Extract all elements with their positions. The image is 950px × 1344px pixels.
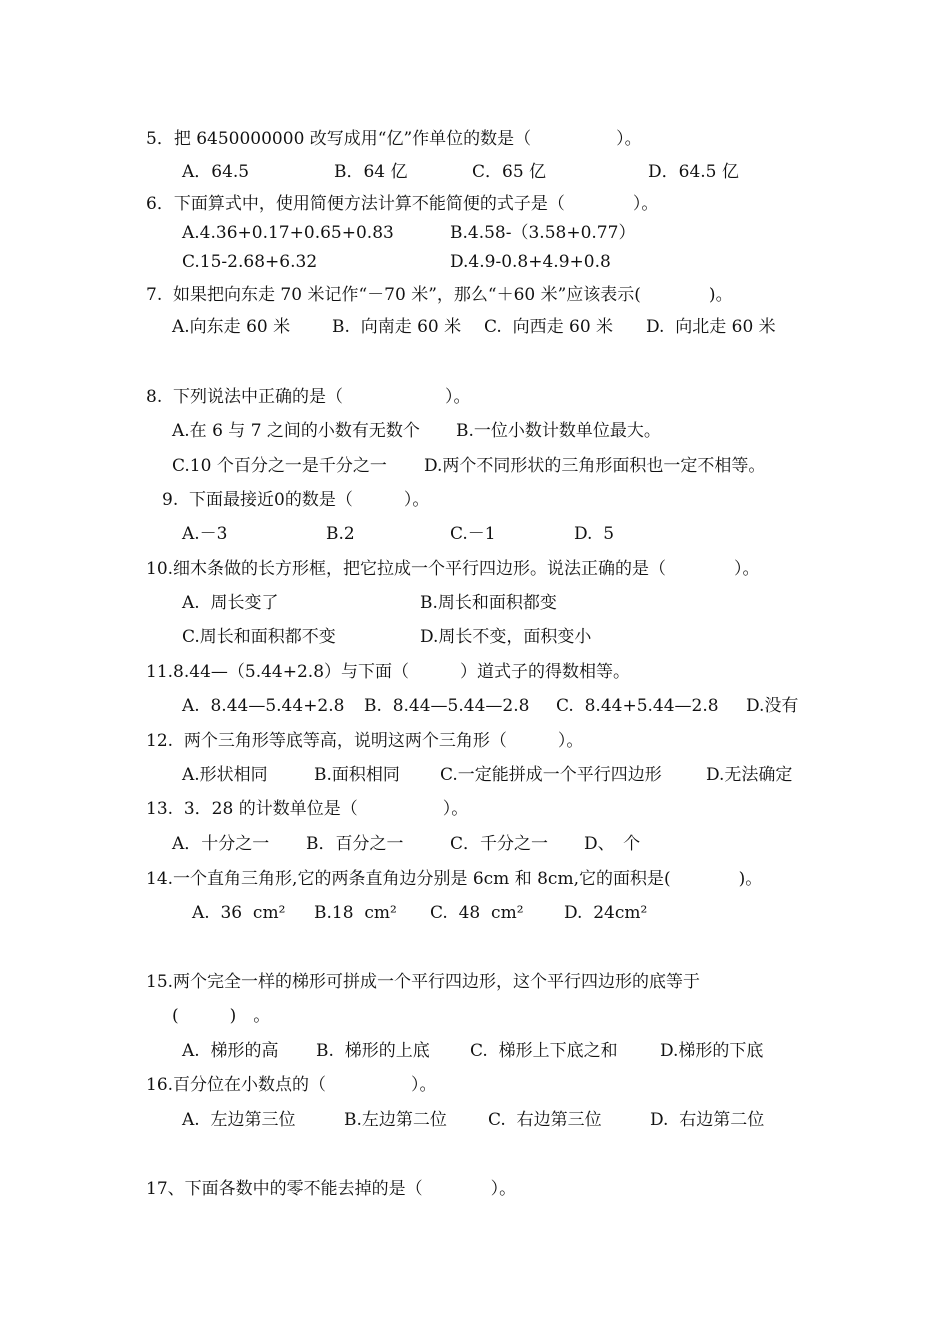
- q15-stem-continued: ( ) 。: [172, 1006, 271, 1026]
- q14-stem: 14.一个直角三角形,它的两条直角边分别是 6cm 和 8cm,它的面积是( )。: [146, 869, 763, 889]
- q13-option-d: D、 个: [584, 834, 641, 854]
- q16-option-d: D. 右边第二位: [650, 1110, 765, 1130]
- q13-option-b: B．百分之一: [306, 834, 404, 854]
- q7-option-b: B. 向南走 60 米: [332, 317, 462, 337]
- q15-option-d: D.梯形的下底: [660, 1041, 764, 1061]
- q7-option-d: D. 向北走 60 米: [646, 317, 776, 337]
- q10-stem: 10.细木条做的长方形框，把它拉成一个平行四边形。说法正确的是（ ）。: [146, 559, 760, 579]
- q16-stem: 16.百分位在小数点的（ ）。: [146, 1075, 437, 1095]
- q15-option-b: B. 梯形的上底: [316, 1041, 430, 1061]
- q14-option-c: C. 48 cm²: [430, 903, 524, 923]
- q8-option-b: B.一位小数计数单位最大。: [456, 421, 661, 441]
- q6-option-a: A.4.36+0.17+0.65+0.83: [182, 223, 394, 243]
- q7-option-c: C. 向西走 60 米: [484, 317, 614, 337]
- q5-stem: 5．把 6450000000 改写成用“亿”作单位的数是（ ）。: [146, 129, 642, 149]
- q11-option-b: B. 8.44—5.44—2.8: [364, 696, 530, 716]
- q9-stem: 9. 下面最接近0的数是（ ）。: [162, 490, 430, 510]
- q14-option-b: B.18 cm²: [314, 903, 397, 923]
- q16-option-b: B.左边第二位: [344, 1110, 447, 1130]
- q11-option-d: D.没有: [746, 696, 799, 716]
- q8-option-c: C.10 个百分之一是千分之一: [172, 456, 387, 476]
- q14-option-d: D. 24cm²: [564, 903, 648, 923]
- q11-option-a: A. 8.44—5.44+2.8: [182, 696, 345, 716]
- q8-option-a: A.在 6 与 7 之间的小数有无数个: [172, 421, 420, 441]
- q9-option-a: A.－3: [182, 524, 228, 544]
- q16-option-c: C. 右边第三位: [488, 1110, 602, 1130]
- q10-option-d: D.周长不变，面积变小: [420, 627, 592, 647]
- q14-option-a: A. 36 cm²: [192, 903, 286, 923]
- q9-option-b: B.2: [326, 524, 355, 544]
- q5-option-c: C．65 亿: [472, 162, 547, 182]
- q15-option-a: A. 梯形的高: [182, 1041, 279, 1061]
- q6-stem: 6．下面算式中，使用简便方法计算不能简便的式子是（ ）。: [146, 194, 659, 214]
- q12-option-b: B.面积相同: [314, 765, 400, 785]
- q13-option-a: A．十分之一: [172, 834, 270, 854]
- q16-option-a: A. 左边第三位: [182, 1110, 296, 1130]
- q5-option-b: B．64 亿: [334, 162, 408, 182]
- q12-option-d: D.无法确定: [706, 765, 793, 785]
- q11-option-c: C. 8.44+5.44—2.8: [556, 696, 719, 716]
- q15-stem: 15.两个完全一样的梯形可拼成一个平行四边形，这个平行四边形的底等于: [146, 972, 701, 992]
- q9-option-c: C.－1: [450, 524, 496, 544]
- q13-stem: 13. 3．28 的计数单位是（ ）。: [146, 799, 469, 819]
- q8-option-d: D.两个不同形状的三角形面积也一定不相等。: [424, 456, 766, 476]
- q13-option-c: C．千分之一: [450, 834, 549, 854]
- q7-stem: 7. 如果把向东走 70 米记作“－70 米”，那么“＋60 米”应该表示( )。: [146, 285, 733, 305]
- q12-stem: 12. 两个三角形等底等高，说明这两个三角形（ ）。: [146, 731, 584, 751]
- q15-option-c: C. 梯形上下底之和: [470, 1041, 618, 1061]
- q5-option-d: D．64.5 亿: [648, 162, 739, 182]
- q9-option-d: D. 5: [574, 524, 615, 544]
- q10-option-a: A. 周长变了: [182, 593, 279, 613]
- q6-option-b: B.4.58-（3.58+0.77）: [450, 223, 636, 243]
- q12-option-c: C.一定能拼成一个平行四边形: [440, 765, 662, 785]
- q5-option-a: A．64.5: [182, 162, 250, 182]
- q6-option-d: D.4.9-0.8+4.9+0.8: [450, 252, 611, 272]
- q11-stem: 11.8.44—（5.44+2.8）与下面（ ）道式子的得数相等。: [146, 662, 631, 682]
- q8-stem: 8. 下列说法中正确的是（ ）。: [146, 387, 471, 407]
- q10-option-b: B.周长和面积都变: [420, 593, 557, 613]
- q7-option-a: A.向东走 60 米: [172, 317, 291, 337]
- q10-option-c: C.周长和面积都不变: [182, 627, 336, 647]
- q6-option-c: C.15-2.68+6.32: [182, 252, 318, 272]
- q12-option-a: A.形状相同: [182, 765, 268, 785]
- q17-stem: 17、下面各数中的零不能去掉的是（ ）。: [146, 1179, 517, 1199]
